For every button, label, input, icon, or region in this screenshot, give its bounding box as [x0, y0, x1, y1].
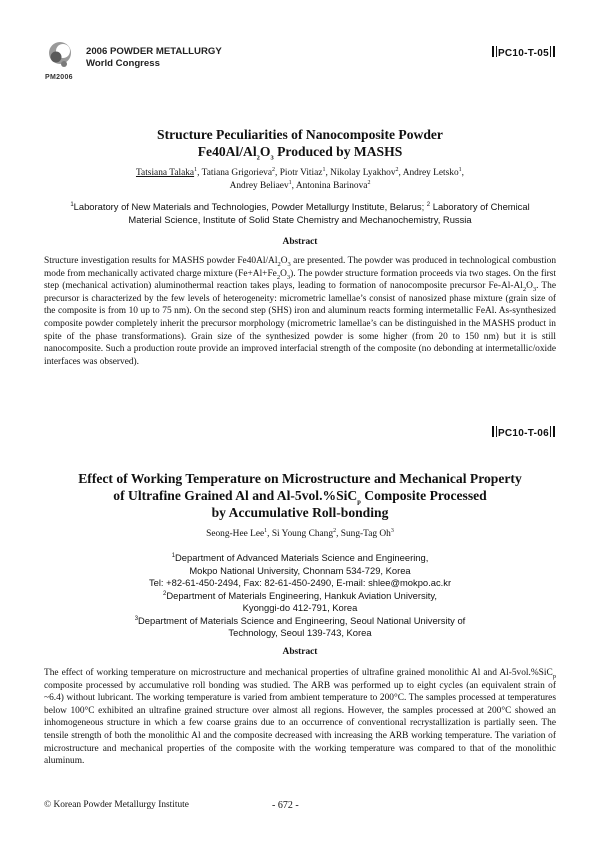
abstract-text: Structure investigation results for MASHS powder $Fe40Al/Al_2O_3$ are presented. The powder was produced in technological combustion mode from mechanically activated charge mixture $(Fe+Al+Fe_2O_3)$. The powder structure formation proceeds via two stages. On the first step (mechanical activation) aluminothermal reaction takes plays, leading to formation of nanocomposite precursor $Fe-Al-Al_2O_3$. The precursor is characterized by the few levels of heterogeneity: micrometric lamellae’s consist of nanosized phase mixture (grain size of the composite is from 10 up to 75 nm). On the second step (SHS) iron and aluminum reacts forming intermetallic FeAl. As-synthesized composite powder completely inherit the precursor morphology (micrometric lamellae’s can be distinguished in the MASHS product in spite of the phase transformations). Grain size of the synthesized powder is some higher (from 20 to 150 nm) but it is still nanocomposite. Such a production route provide an improved interfacial strength of the composite (no debonding at intermetallic/oxide interfaces was observed). — [44, 256, 557, 367]
paper-tag-label: PC10-T-06 — [497, 428, 549, 439]
paper-tag-label: PC10-T-05 — [497, 48, 549, 59]
affiliation-line: $^1$Department of Advanced Materials Science and Engineering, — [171, 552, 429, 563]
abstract-text: The effect of working temperature on microstructure and mechanical properties of ultrafine grained monolithic Al and Al-5vol.%SiC$_p$ composite processed by accumulative roll bonding was studied. The ARB was performed up to eight cycles (an equivalent strain of ~6.4) without lubricant. The working temperature is varied from ambient temperature to 200°C. The samples processed at temperatures below 100°C exhibited an ultrafine grained structure over almost all regions. However, the samples processed at 200°C showed an inhomogeneous structure in which a few coarse grains due to an occurrence of conventional recrystallization is partially seen. The tensile strength of both the monolithic Al and the composite decreased with increasing the ARB working temperature. The variation of microstructure and mechanical properties of the composite with the working temperature was compared to that of the monolithic aluminum. — [44, 668, 556, 767]
author-list — [40, 167, 560, 193]
author-name: Tatiana Grigorieva — [201, 168, 273, 178]
affiliation-line: $^3$Department of Materials Science and Engineering, Seoul National University of — [134, 614, 466, 626]
affiliation-line: Kyonggi-do 412-791, Korea — [242, 602, 358, 613]
title-line: of Ultrafine Grained Al and Al-5vol.%SiC$_p$ Composite Processed — [113, 488, 487, 506]
author-list — [40, 528, 560, 541]
paper-tag — [491, 46, 556, 59]
conference-line2: World Congress — [86, 58, 160, 69]
abstract-heading: Abstract — [282, 237, 318, 247]
author-separator: , — [197, 168, 202, 178]
author-line — [40, 167, 560, 180]
affiliation-line: Tel: +82-61-450-2494, Fax: 82-61-450-2490, E-mail: shlee@mokpo.ac.kr — [148, 577, 452, 588]
author-affil-marker: 3 — [390, 527, 394, 534]
paper-title — [40, 126, 560, 160]
author-affil-marker: 1 — [322, 166, 326, 173]
author-affil-marker: 1 — [264, 527, 268, 534]
conference-line1: 2006 POWDER METALLURGY — [86, 46, 222, 57]
title-line: Effect of Working Temperature on Microstructure and Mechanical Property — [78, 471, 522, 486]
author-name: Piotr Vitiaz — [279, 168, 323, 178]
author-separator: , — [275, 168, 280, 178]
author-separator: , — [325, 168, 331, 178]
tag-bar-icon — [496, 426, 497, 437]
paper-tag — [491, 426, 556, 439]
tag-bar-icon — [553, 46, 555, 57]
copyright-notice: © Korean Powder Metallurgy Institute — [44, 800, 189, 810]
author-separator: , — [336, 529, 341, 539]
author-name: Nikolay Lyakhov — [330, 168, 396, 178]
affiliation-line: Material Science, Institute of Solid State Chemistry and Mechanochemistry, Russia — [128, 213, 472, 225]
author-separator: , — [461, 168, 465, 178]
tag-bar-icon — [553, 426, 555, 437]
author-name: Andrey Beliaev — [229, 181, 289, 191]
abstract-heading: Abstract — [282, 647, 318, 657]
affiliation — [40, 552, 560, 640]
author-affil-marker: 2 — [395, 166, 399, 173]
tag-bar-icon — [492, 426, 494, 437]
author-name: Antonina Barinova — [295, 181, 368, 191]
title-line: by Accumulative Roll-bonding — [211, 505, 389, 520]
affiliation-line: $^1$Laboratory of New Materials and Technologies, Powder Metallurgy Institute, Belarus; $^2$ Laboratory of Chemical — [70, 201, 530, 212]
affiliation-line: $^2$Department of Materials Engineering, Hankuk Aviation University, — [163, 589, 437, 601]
title-line: Structure Peculiarities of Nanocomposite Powder — [157, 127, 443, 142]
author-name: Sung-Tag Oh — [340, 529, 391, 539]
author-affil-marker: 1 — [458, 166, 462, 173]
author-name: Seong-Hee Lee — [206, 529, 265, 539]
author-name: Si Young Chang — [271, 529, 334, 539]
author-separator: , — [291, 181, 296, 191]
author-line — [40, 528, 560, 541]
author-affil-marker: 1 — [194, 166, 198, 173]
tag-bar-icon — [550, 426, 551, 437]
author-affil-marker: 2 — [272, 166, 276, 173]
page-number: - 672 - — [272, 800, 299, 811]
tag-bar-icon — [550, 46, 551, 57]
author-separator: , — [398, 168, 403, 178]
paper-title — [40, 470, 560, 521]
author-separator: , — [267, 529, 272, 539]
affiliation-line: Mokpo National University, Chonnam 534-729, Korea — [189, 564, 411, 576]
author-name: Andrey Letsko — [402, 168, 459, 178]
affiliation-line: Technology, Seoul 139-743, Korea — [228, 627, 372, 638]
author-line — [40, 180, 560, 193]
affiliation — [40, 201, 560, 226]
author-name: Tatsiana Talaka — [135, 168, 195, 178]
author-affil-marker: 1 — [288, 179, 292, 186]
author-affil-marker: 2 — [367, 179, 371, 186]
logo-year: PM2006 — [45, 74, 73, 81]
conference-name — [86, 46, 222, 70]
title-line: $Fe40Al/Al_2O_3$ Produced by MASHS — [197, 144, 403, 162]
tag-bar-icon — [492, 46, 494, 57]
author-affil-marker: 2 — [333, 527, 337, 534]
tag-bar-icon — [496, 46, 497, 57]
